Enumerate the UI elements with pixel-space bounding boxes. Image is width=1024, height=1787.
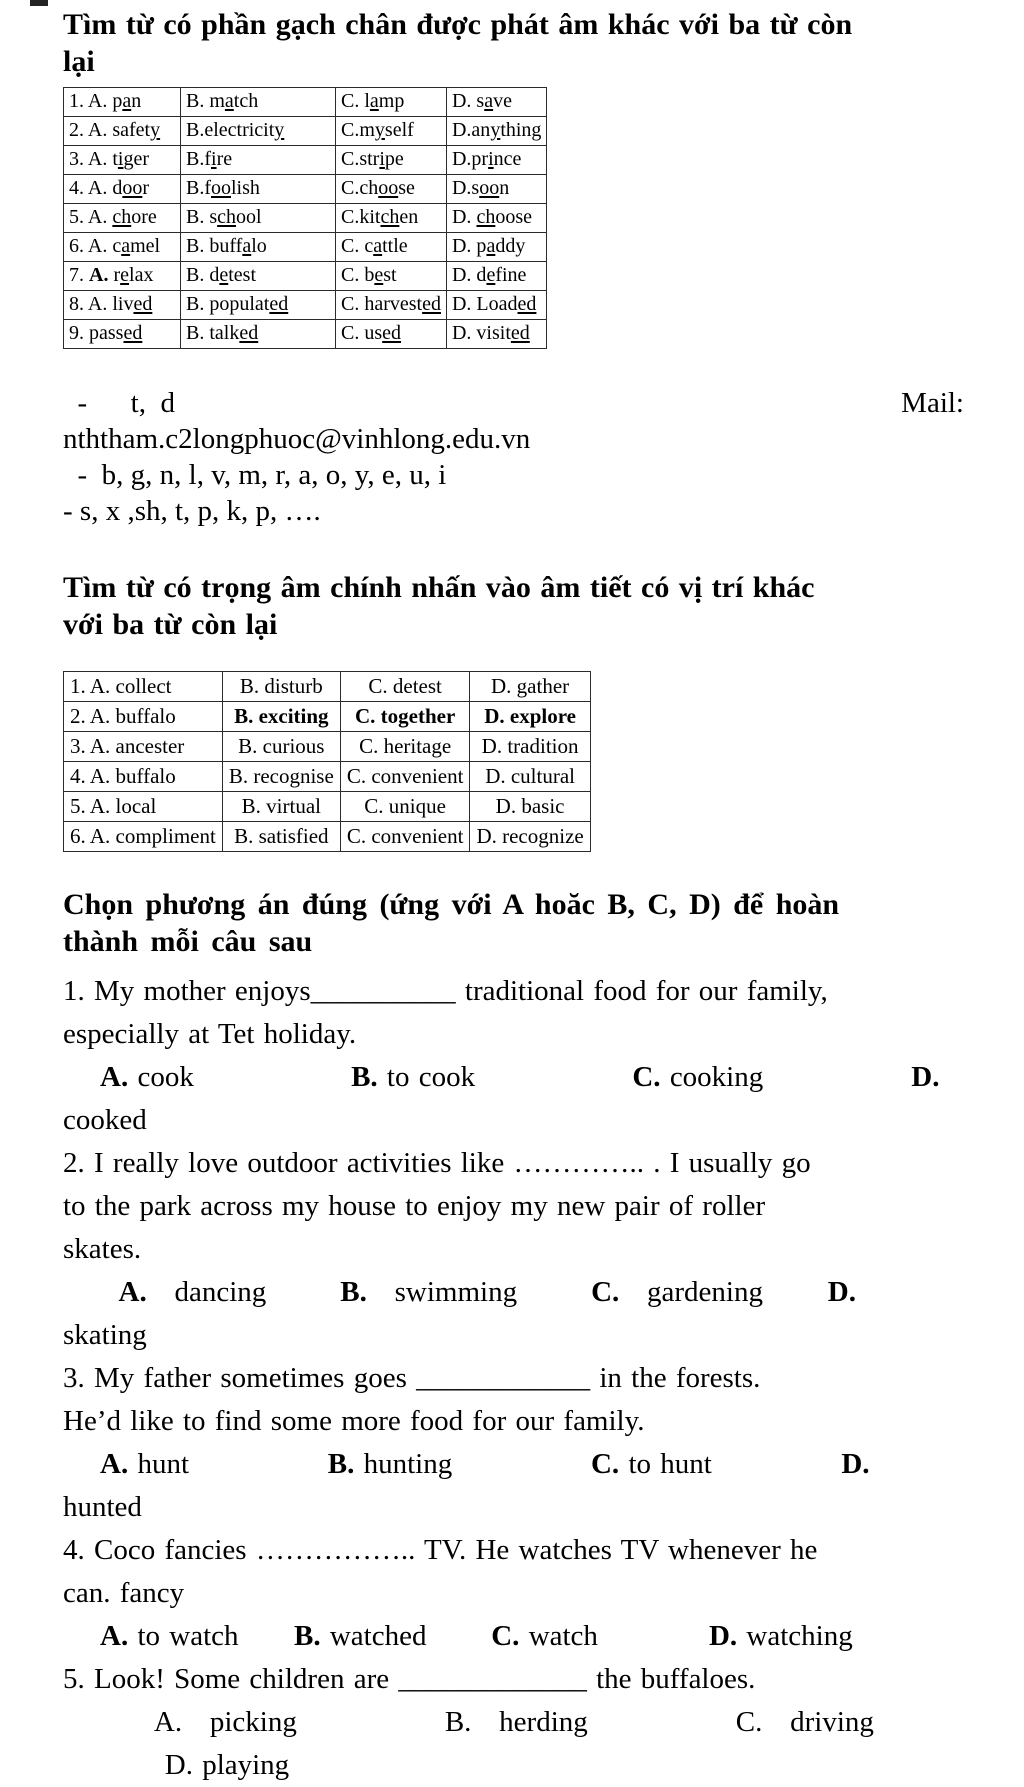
email-address: nththam.c2longphuoc@vinhlong.edu.vn bbox=[63, 423, 531, 455]
option-b-cell: B. satisfied bbox=[222, 822, 340, 852]
option-c-cell: C.kitchen bbox=[336, 204, 447, 233]
option-d-cell: D. visited bbox=[446, 320, 546, 349]
option-c-cell: C. convenient bbox=[340, 762, 470, 792]
option-a-cell: 5. A. chore bbox=[64, 204, 181, 233]
section1-heading bbox=[63, 6, 968, 80]
question-line: 2. I really love outdoor activities like ………….. . I usually go bbox=[63, 1147, 811, 1179]
table-row bbox=[64, 88, 547, 117]
stress-table bbox=[63, 671, 591, 852]
table-row bbox=[64, 175, 547, 204]
table-row bbox=[64, 762, 591, 792]
table-row bbox=[64, 204, 547, 233]
question-line: A. dancing B. swimming C. gardening D. bbox=[118, 1276, 856, 1308]
option-b-cell: B.electricity bbox=[181, 117, 336, 146]
option-a-cell: 8. A. lived bbox=[64, 291, 181, 320]
table-row bbox=[64, 117, 547, 146]
question-line: A. to watch B. watched C. watch D. watching bbox=[100, 1620, 853, 1652]
question-line: 4. Coco fancies …………….. TV. He watches TV whenever he bbox=[63, 1534, 818, 1566]
option-d-cell: D. save bbox=[446, 88, 546, 117]
option-b-cell: B.foolish bbox=[181, 175, 336, 204]
question-line: 1. My mother enjoys__________ traditional food for our family, bbox=[63, 975, 828, 1007]
option-b-cell: B. detest bbox=[181, 262, 336, 291]
question-line: skates. bbox=[63, 1233, 142, 1265]
question-line: 3. My father sometimes goes ____________ in the forests. bbox=[63, 1362, 761, 1394]
question-line: skating bbox=[63, 1319, 147, 1351]
option-b-cell: B. recognise bbox=[222, 762, 340, 792]
heading-line: với ba từ còn lại bbox=[63, 608, 278, 641]
table-row bbox=[64, 672, 591, 702]
option-a-cell: 4. A. door bbox=[64, 175, 181, 204]
option-a-cell: 2. A. buffalo bbox=[64, 702, 223, 732]
option-b-cell: B. populated bbox=[181, 291, 336, 320]
question-line: to the park across my house to enjoy my new pair of roller bbox=[63, 1190, 766, 1222]
note-line-1 bbox=[63, 385, 968, 421]
note-sounds-text: - t, d bbox=[63, 387, 175, 419]
table-row bbox=[64, 146, 547, 175]
note-voiced-sounds: - b, g, n, l, v, m, r, a, o, y, e, u, i bbox=[63, 459, 447, 491]
option-c-cell: C. lamp bbox=[336, 88, 447, 117]
option-a-cell: 7. A. relax bbox=[64, 262, 181, 291]
table-row bbox=[64, 262, 547, 291]
option-d-cell: D. tradition bbox=[470, 732, 590, 762]
option-b-cell: B. curious bbox=[222, 732, 340, 762]
table-row bbox=[64, 732, 591, 762]
table-row bbox=[64, 702, 591, 732]
option-d-cell: D. Loaded bbox=[446, 291, 546, 320]
option-d-cell: D. recognize bbox=[470, 822, 590, 852]
option-c-cell: C.stripe bbox=[336, 146, 447, 175]
section3-heading bbox=[63, 886, 968, 960]
option-b-cell: B. match bbox=[181, 88, 336, 117]
option-d-cell: D. define bbox=[446, 262, 546, 291]
question-line: D. playing bbox=[63, 1749, 290, 1781]
heading-line: lại bbox=[63, 45, 95, 78]
option-a-cell: 3. A. tiger bbox=[64, 146, 181, 175]
option-a-cell: 3. A. ancester bbox=[64, 732, 223, 762]
option-d-cell: D. basic bbox=[470, 792, 590, 822]
table-row bbox=[64, 792, 591, 822]
option-c-cell: C. harvested bbox=[336, 291, 447, 320]
note-voiceless-sounds: - s, x ,sh, t, p, k, p, …. bbox=[63, 495, 321, 527]
question-line: can. fancy bbox=[63, 1577, 185, 1609]
heading-line: Tìm từ có phần gạch chân được phát âm khác với ba từ còn bbox=[63, 8, 853, 41]
option-d-cell: D. cultural bbox=[470, 762, 590, 792]
option-c-cell: C. heritage bbox=[340, 732, 470, 762]
option-b-cell: B. exciting bbox=[222, 702, 340, 732]
table-row bbox=[64, 233, 547, 262]
option-d-cell: D.prince bbox=[446, 146, 546, 175]
option-c-cell: C. best bbox=[336, 262, 447, 291]
question-line: especially at Tet holiday. bbox=[63, 1018, 357, 1050]
section2-heading bbox=[63, 569, 968, 643]
option-a-cell: 9. passed bbox=[64, 320, 181, 349]
table-row bbox=[64, 822, 591, 852]
option-d-cell: D. choose bbox=[446, 204, 546, 233]
question-line: cooked bbox=[63, 1104, 147, 1136]
question-line: 5. Look! Some children are _____________ the buffaloes. bbox=[63, 1663, 756, 1695]
stress-table-body bbox=[64, 672, 591, 852]
option-a-cell: 1. A. collect bbox=[64, 672, 223, 702]
option-c-cell: C. convenient bbox=[340, 822, 470, 852]
scan-artifact bbox=[30, 0, 48, 6]
option-a-cell: 4. A. buffalo bbox=[64, 762, 223, 792]
option-d-cell: D. paddy bbox=[446, 233, 546, 262]
option-d-cell: D. gather bbox=[470, 672, 590, 702]
option-b-cell: B. school bbox=[181, 204, 336, 233]
option-c-cell: C. detest bbox=[340, 672, 470, 702]
option-a-cell: 6. A. compliment bbox=[64, 822, 223, 852]
option-a-cell: 6. A. camel bbox=[64, 233, 181, 262]
multiple-choice-questions bbox=[63, 970, 968, 1787]
heading-line: thành mỗi câu sau bbox=[63, 925, 313, 958]
question-line: He’d like to find some more food for our family. bbox=[63, 1405, 645, 1437]
option-c-cell: C.myself bbox=[336, 117, 447, 146]
option-c-cell: C.choose bbox=[336, 175, 447, 204]
option-b-cell: B. talked bbox=[181, 320, 336, 349]
option-b-cell: B. virtual bbox=[222, 792, 340, 822]
question-line: A. picking B. herding C. driving bbox=[63, 1706, 874, 1738]
option-d-cell: D. explore bbox=[470, 702, 590, 732]
option-c-cell: C. used bbox=[336, 320, 447, 349]
option-b-cell: B.fire bbox=[181, 146, 336, 175]
option-d-cell: D.soon bbox=[446, 175, 546, 204]
heading-line: Chọn phương án đúng (ứng với A hoăc B, C, D) để hoàn bbox=[63, 888, 840, 921]
option-b-cell: B. buffalo bbox=[181, 233, 336, 262]
option-a-cell: 1. A. pan bbox=[64, 88, 181, 117]
question-line: A. cook B. to cook C. cooking D. bbox=[100, 1061, 940, 1093]
table-row bbox=[64, 320, 547, 349]
option-c-cell: C. cattle bbox=[336, 233, 447, 262]
option-c-cell: C. unique bbox=[340, 792, 470, 822]
question-line: A. hunt B. hunting C. to hunt D. bbox=[100, 1448, 870, 1480]
mail-label: Mail: bbox=[901, 387, 964, 419]
table-row bbox=[64, 291, 547, 320]
option-b-cell: B. disturb bbox=[222, 672, 340, 702]
option-c-cell: C. together bbox=[340, 702, 470, 732]
question-line: hunted bbox=[63, 1491, 142, 1523]
pronunciation-table bbox=[63, 87, 547, 349]
option-a-cell: 5. A. local bbox=[64, 792, 223, 822]
option-d-cell: D.anything bbox=[446, 117, 546, 146]
heading-line: Tìm từ có trọng âm chính nhấn vào âm tiết có vị trí khác bbox=[63, 571, 815, 604]
option-a-cell: 2. A. safety bbox=[64, 117, 181, 146]
notes-block bbox=[63, 385, 968, 529]
pronunciation-table-body bbox=[64, 88, 547, 349]
